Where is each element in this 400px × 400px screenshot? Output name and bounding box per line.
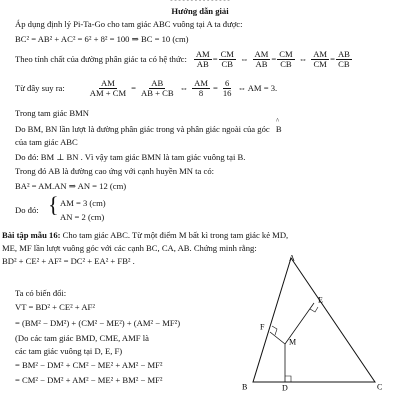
- step-2: VT = BD² + CE² + AF²: [15, 302, 95, 312]
- line-1: Áp dụng định lý Pi-Ta-Go cho tam giác ABC vuông tại A ta được:: [15, 19, 243, 29]
- line-11: Do đó:: [15, 205, 39, 215]
- example-line-3: BD² + CE² + AF² = DC² + EA² + FB² .: [2, 256, 135, 266]
- line-6: Do BM, BN lần lượt là đường phân giác trong và phân giác ngoài của góc ^ B: [15, 117, 282, 134]
- step-3: = (BM² − DM²) + (CM² − ME²) + (AM² − MF²): [15, 318, 181, 328]
- triangle-figure: [236, 255, 396, 395]
- system-brace: {: [48, 192, 59, 217]
- example-line-2: ME, MF lần lượt vuông góc với các cạnh BC, CA, AB. Chứng minh rằng:: [2, 243, 257, 253]
- guide-title: Hướng dẫn giải: [171, 6, 229, 16]
- example-label: Bài tập mẫu 16:: [2, 230, 61, 240]
- line-10: BA² = AM.AN ⇒ AN = 12 (cm): [15, 181, 127, 191]
- frac-ab-sum: $\frac{AB}{AB + CB}$: [141, 78, 174, 99]
- label-f: F: [260, 322, 265, 332]
- frac-6-16: $\frac{6}{16}$: [222, 78, 232, 99]
- step-6: = BM² − DM² + CM² − ME² + AM² − MF²: [15, 360, 163, 370]
- frac-am-ab-2: $\frac{AM}{AB}$: [254, 49, 269, 70]
- top-cut-text: - - - - - - - - - - - - - - -: [170, 0, 230, 4]
- right-angle-f: [272, 326, 277, 335]
- line-5: Trong tam giác BMN: [15, 108, 89, 118]
- frac-cm-cb-2: $\frac{CM}{CB}$: [279, 49, 293, 70]
- segment-mf: [270, 332, 285, 344]
- line-11-a: AM = 3 (cm): [60, 198, 106, 208]
- line-8: Do đó: BM ⊥ BN . Vì vậy tam giác BMN là tam giác vuông tại B.: [15, 152, 246, 162]
- angle-b-variable: B: [275, 124, 282, 134]
- right-angle-e: [310, 307, 318, 312]
- line-9: Trong đó AB là đường cao ứng với cạnh huyền MN ta có:: [15, 166, 215, 176]
- frac-ab-cb: $\frac{AB}{CB}$: [337, 49, 350, 70]
- line-3-text: Theo tính chất của đường phân giác ta có hệ thức:: [15, 54, 187, 65]
- example-16: Bài tập mẫu 16: Cho tam giác ABC. Từ một điểm M bất kì trong tam giác kẻ MD,: [2, 230, 289, 240]
- frac-am-ab: $\frac{AM}{AB}$: [195, 49, 210, 70]
- label-a: A: [289, 255, 295, 263]
- label-m: M: [289, 337, 297, 347]
- frac-am-cm: $\frac{AM}{CM}$: [313, 49, 328, 70]
- label-c: C: [377, 382, 383, 392]
- label-e: E: [318, 295, 323, 305]
- step-1: Ta có biến đổi:: [15, 288, 67, 298]
- step-4: (Do các tam giác BMD, CME, AMF là: [15, 333, 149, 343]
- right-angle-d: [285, 376, 291, 382]
- line-11-b: AN = 2 (cm): [60, 212, 105, 222]
- line-7: của tam giác ABC: [15, 137, 78, 147]
- line-4: Từ đây suy ra: $\frac{AM}{AM + CM}$ = $\frac{AB}{AB + CB}$ ⇔ $\frac{AM}{8}$ = $\frac{6}{16}$ ⇔ AM = 3.: [15, 78, 278, 99]
- label-d: D: [282, 383, 288, 393]
- step-5: các tam giác vuông tại D, E, F): [15, 346, 123, 356]
- frac-am-sum: $\frac{AM}{AM + CM}$: [89, 78, 127, 99]
- line-2: BC² = AB² + AC² = 6² + 8² = 100 ⇒ BC = 10 (cm): [15, 34, 189, 44]
- label-b: B: [242, 382, 248, 392]
- line-4-text: Từ đây suy ra:: [15, 83, 65, 94]
- triangle-abc: [253, 258, 375, 382]
- step-7: = CM² − DM² + AM² − ME² + BM² − MF²: [15, 375, 163, 385]
- frac-am-8: $\frac{AM}{8}$: [194, 78, 208, 99]
- frac-cm-cb: $\frac{CM}{CB}$: [220, 49, 234, 70]
- line-3: Theo tính chất của đường phân giác ta có hệ thức: $\frac{AM}{AB}$ = $\frac{CM}{CB}$ ⇔ $\frac{AM}{AB}$ = $\frac{CM}{CB}$ ⇔ $\frac{AM}{CM}$ = $\frac{AB}{CB}$: [15, 49, 350, 70]
- line-4-result: ⇔ AM = 3.: [237, 83, 278, 94]
